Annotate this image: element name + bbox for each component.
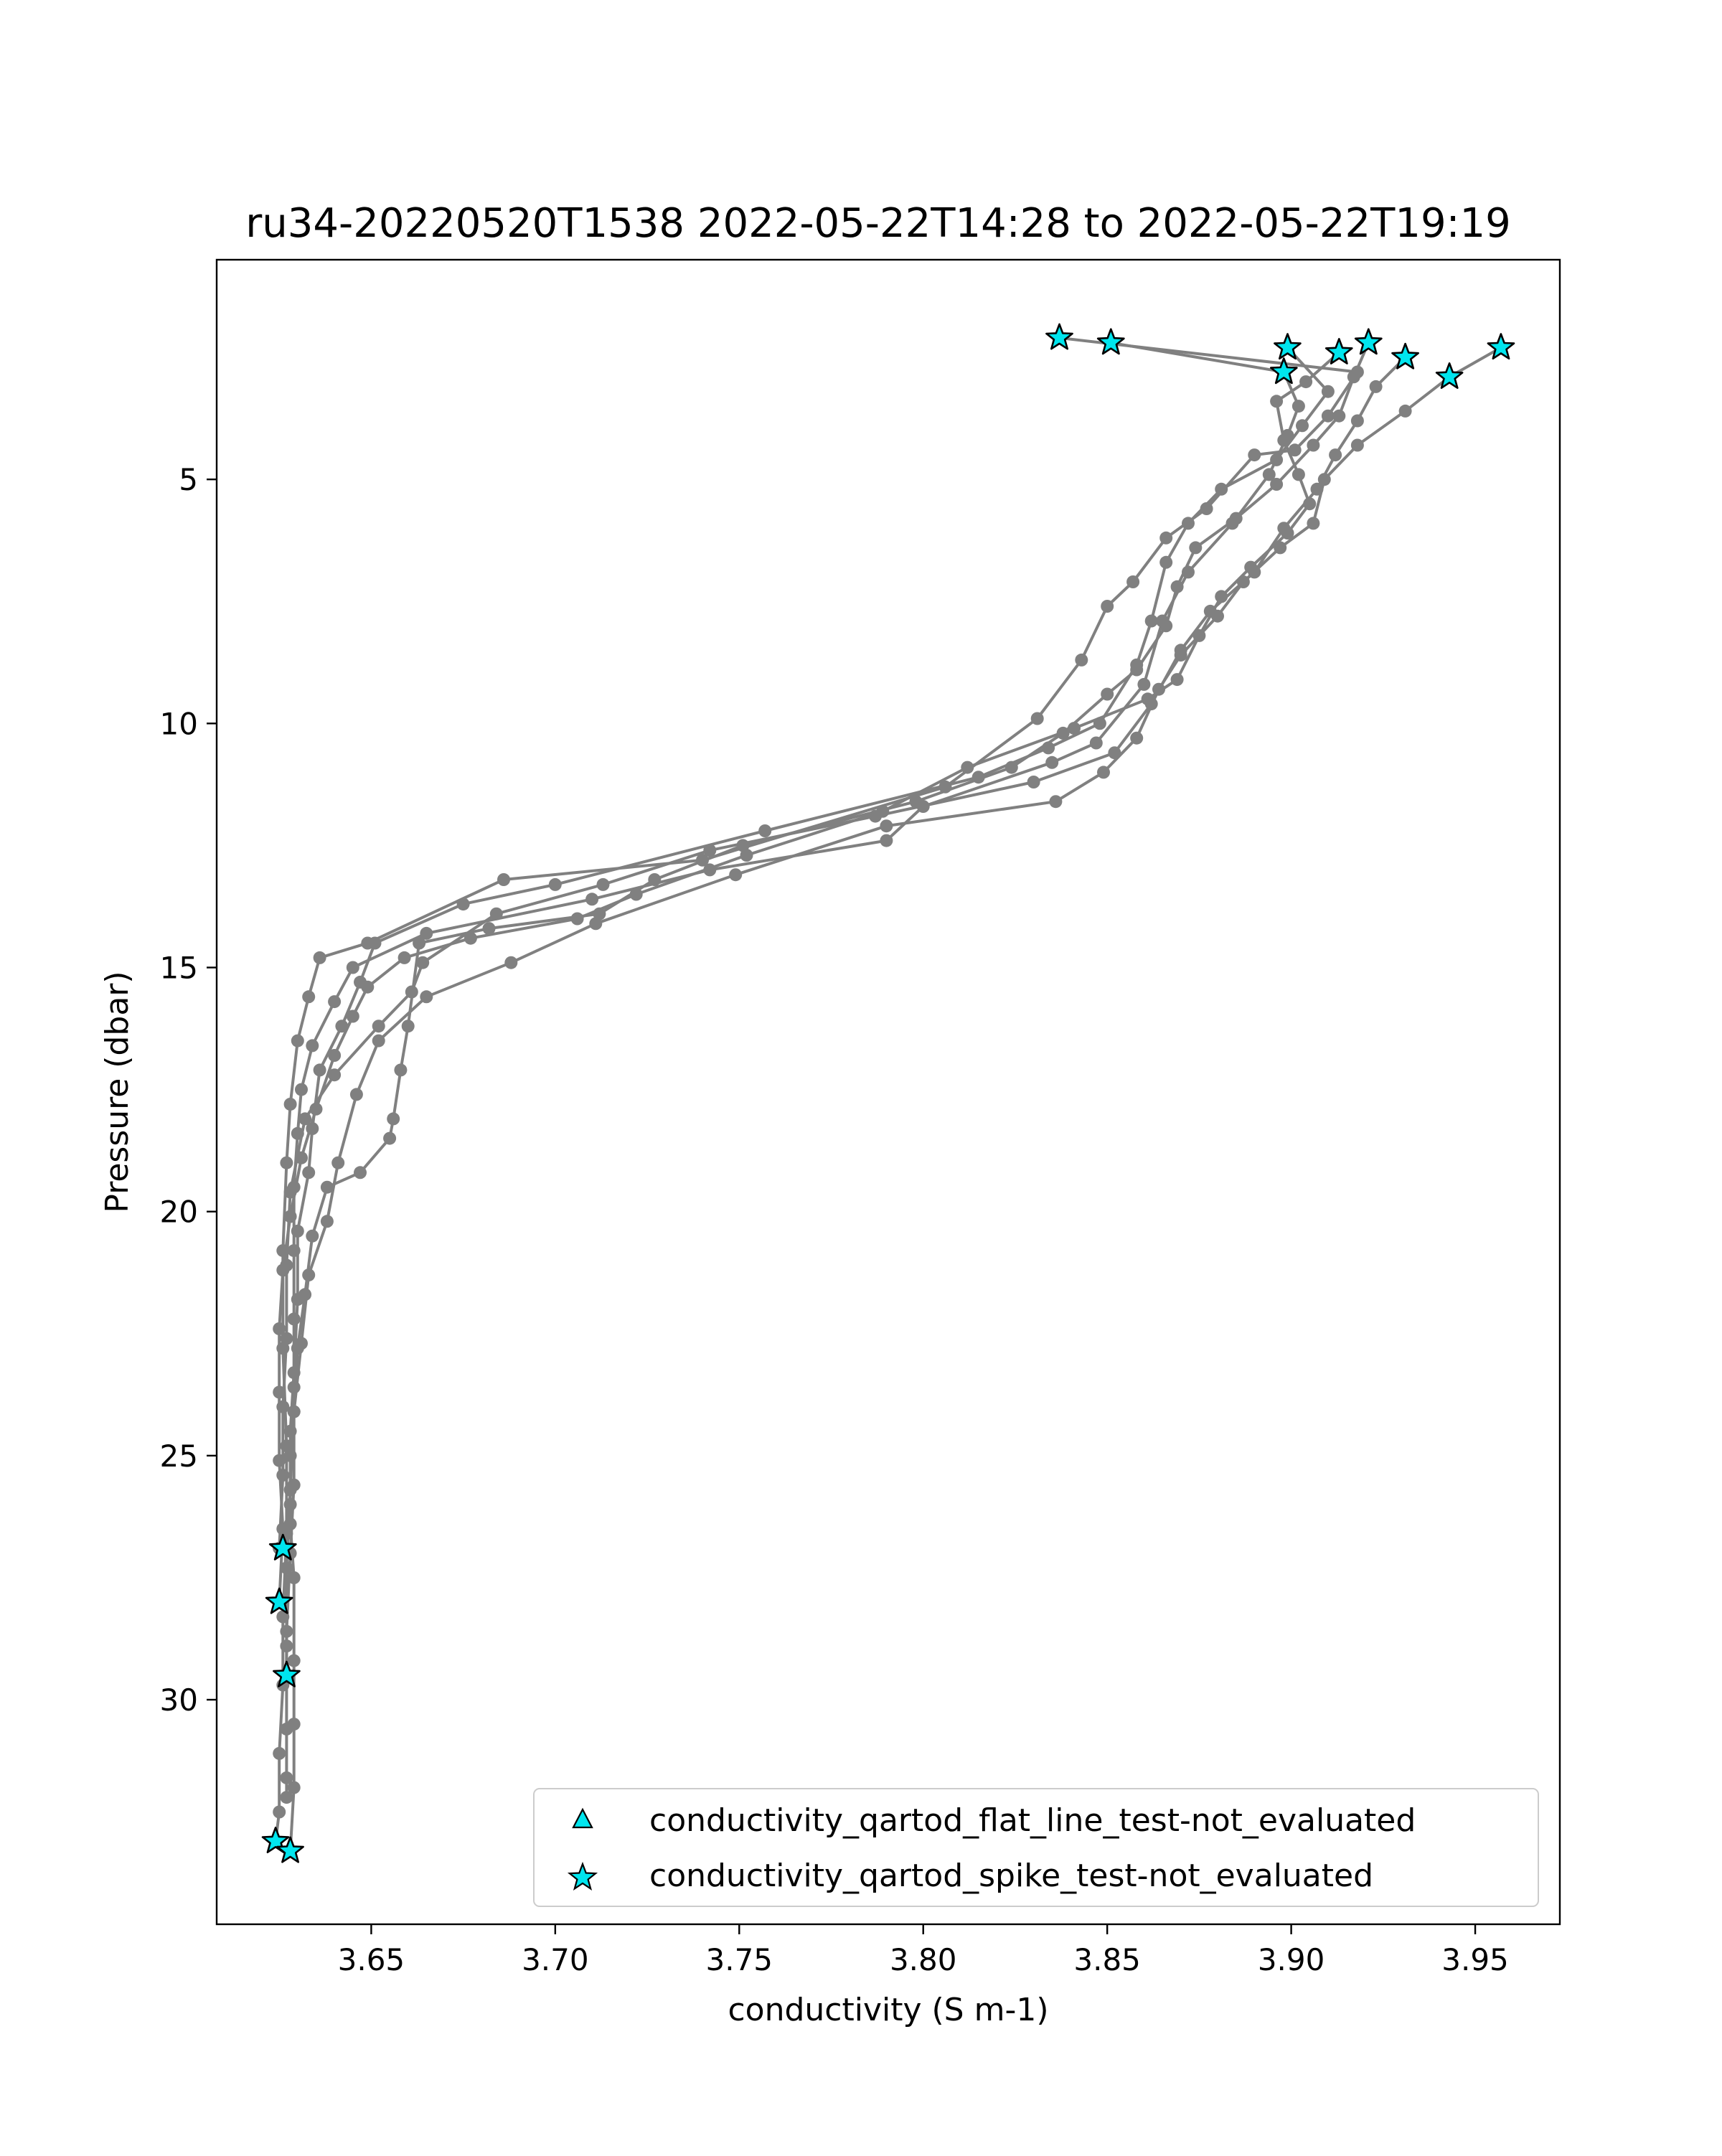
profile-point [483,922,496,935]
profile-point [1332,410,1345,423]
y-tick-label: 25 [159,1438,198,1474]
profile-point [273,1747,286,1760]
profile-point [354,1166,367,1179]
profile-point [361,981,374,994]
profile-point [288,1654,301,1667]
profile-point [328,1068,341,1081]
profile-point [1057,727,1070,740]
profile-point [1270,478,1283,491]
profile-point [1292,400,1305,413]
profile-point [1101,688,1114,701]
y-tick-label: 5 [179,462,198,498]
profile-point [280,1771,293,1784]
profile-point [1145,615,1158,628]
profile-point [280,1561,293,1574]
profile-point [1307,439,1319,452]
profile-point [314,951,326,964]
profile-point [369,937,382,950]
profile-point [331,1157,344,1169]
profile-point [413,937,425,950]
y-axis-label: Pressure (dbar) [99,971,136,1213]
profile-point [416,956,429,969]
profile-point [280,1639,293,1652]
profile-point [1189,541,1202,554]
profile-point [1097,766,1110,778]
x-tick-label: 3.65 [337,1942,405,1977]
profile-point [880,834,893,847]
profile-point [1159,532,1172,545]
x-tick-label: 3.90 [1257,1942,1325,1977]
profile-point [961,761,974,774]
y-tick-label: 20 [159,1194,198,1230]
profile-point [1270,395,1283,408]
profile-point [306,1230,319,1243]
profile-point [350,1088,363,1101]
profile-point [1159,619,1172,632]
profile-point [1075,654,1088,667]
profile-point [280,1723,293,1736]
y-tick-label: 10 [159,706,198,742]
profile-point [276,1401,289,1413]
profile-point [280,1332,293,1345]
profile-point [1049,795,1062,808]
profile-point [504,956,517,969]
profile-point [497,873,510,886]
profile-point [1292,468,1305,481]
profile-point [280,1259,293,1272]
profile-point [280,1791,293,1804]
profile-point [394,1063,407,1076]
profile-point [490,908,503,921]
profile-point [1296,419,1309,432]
profile-point [1299,375,1312,388]
profile-point [1171,673,1184,686]
profile-point [1126,575,1139,588]
profile-point [276,1469,289,1482]
profile-point [284,1098,297,1111]
profile-point [387,1112,400,1125]
profile-point [703,844,716,857]
profile-point [420,990,433,1003]
profile-point [597,878,610,891]
profile-point [372,1020,385,1032]
profile-point [298,1112,311,1125]
profile-point [288,1406,301,1418]
profile-point [869,810,882,823]
profile-point [758,824,771,837]
profile-point [321,1215,334,1228]
profile-point [1182,517,1195,529]
profile-point [1322,385,1335,398]
profile-point [347,961,359,974]
profile-point [328,995,341,1008]
profile-point [291,1035,304,1048]
profile-point [1130,664,1143,677]
profile-point [1318,473,1331,486]
profile-point [405,986,418,999]
profile-point [295,1337,308,1350]
profile-point [1215,483,1228,496]
profile-point [1274,541,1286,554]
legend-label-spike: conductivity_qartod_spike_test-not_evaluated [649,1858,1374,1894]
y-tick-label: 15 [159,950,198,986]
profile-point [880,819,893,832]
profile-point [1045,756,1058,769]
profile-point [1027,776,1040,789]
profile-point [347,1010,359,1023]
profile-point [1237,575,1250,588]
profile-point [1322,410,1335,423]
x-tick-label: 3.85 [1073,1942,1141,1977]
profile-point [1351,415,1364,428]
profile-point [1137,678,1150,691]
profile-point [306,1039,319,1052]
y-tick-label: 30 [159,1682,198,1718]
profile-point [457,898,470,910]
profile-point [1152,683,1165,696]
profile-point [295,1083,308,1096]
profile-point [1370,380,1383,393]
profile-point [1270,453,1283,466]
x-axis-label: conductivity (S m-1) [728,1992,1049,2028]
profile-point [291,1225,304,1238]
profile-point [273,1806,286,1819]
profile-point [729,868,742,881]
profile-point [1090,737,1103,750]
profile-point [1351,439,1364,452]
profile-point [284,1484,297,1497]
profile-point [1347,370,1360,383]
profile-point [1399,405,1412,418]
x-tick-label: 3.95 [1441,1942,1509,1977]
profile-point [1248,448,1261,461]
profile-point [288,1312,301,1325]
profile-point [1005,761,1018,774]
x-tick-label: 3.75 [705,1942,773,1977]
profile-point [1329,448,1342,461]
profile-point [1277,434,1290,447]
profile-point [302,990,315,1003]
legend-label-flat-line: conductivity_qartod_flat_line_test-not_evaluated [649,1802,1416,1839]
profile-point [302,1166,315,1179]
profile-point [1230,512,1243,525]
profile-point [1130,732,1143,745]
x-tick-label: 3.70 [522,1942,589,1977]
profile-point [383,1132,396,1145]
profile-point [1101,600,1114,613]
profile-point [314,1063,326,1076]
profile-point [402,1020,415,1032]
chart-title: ru34-20220520T1538 2022-05-22T14:28 to 2022-05-22T19:19 [245,200,1511,247]
profile-point [648,873,661,886]
legend [534,1789,1538,1906]
profile-point [372,1035,385,1048]
profile-point [302,1268,315,1281]
profile-point [549,878,562,891]
profile-point [589,917,602,930]
profile-point [1175,649,1187,662]
profile-point [1171,580,1184,593]
profile-point [585,893,598,905]
profile-point [328,1049,341,1062]
profile-point [1307,517,1319,529]
profile-point [280,1157,293,1169]
x-tick-label: 3.80 [889,1942,957,1977]
profile-point [1159,556,1172,569]
profile-point [284,1186,297,1199]
profile-point [1211,610,1224,623]
profile-point [1277,522,1290,535]
profile-point [1031,712,1044,725]
profile-point [398,951,411,964]
